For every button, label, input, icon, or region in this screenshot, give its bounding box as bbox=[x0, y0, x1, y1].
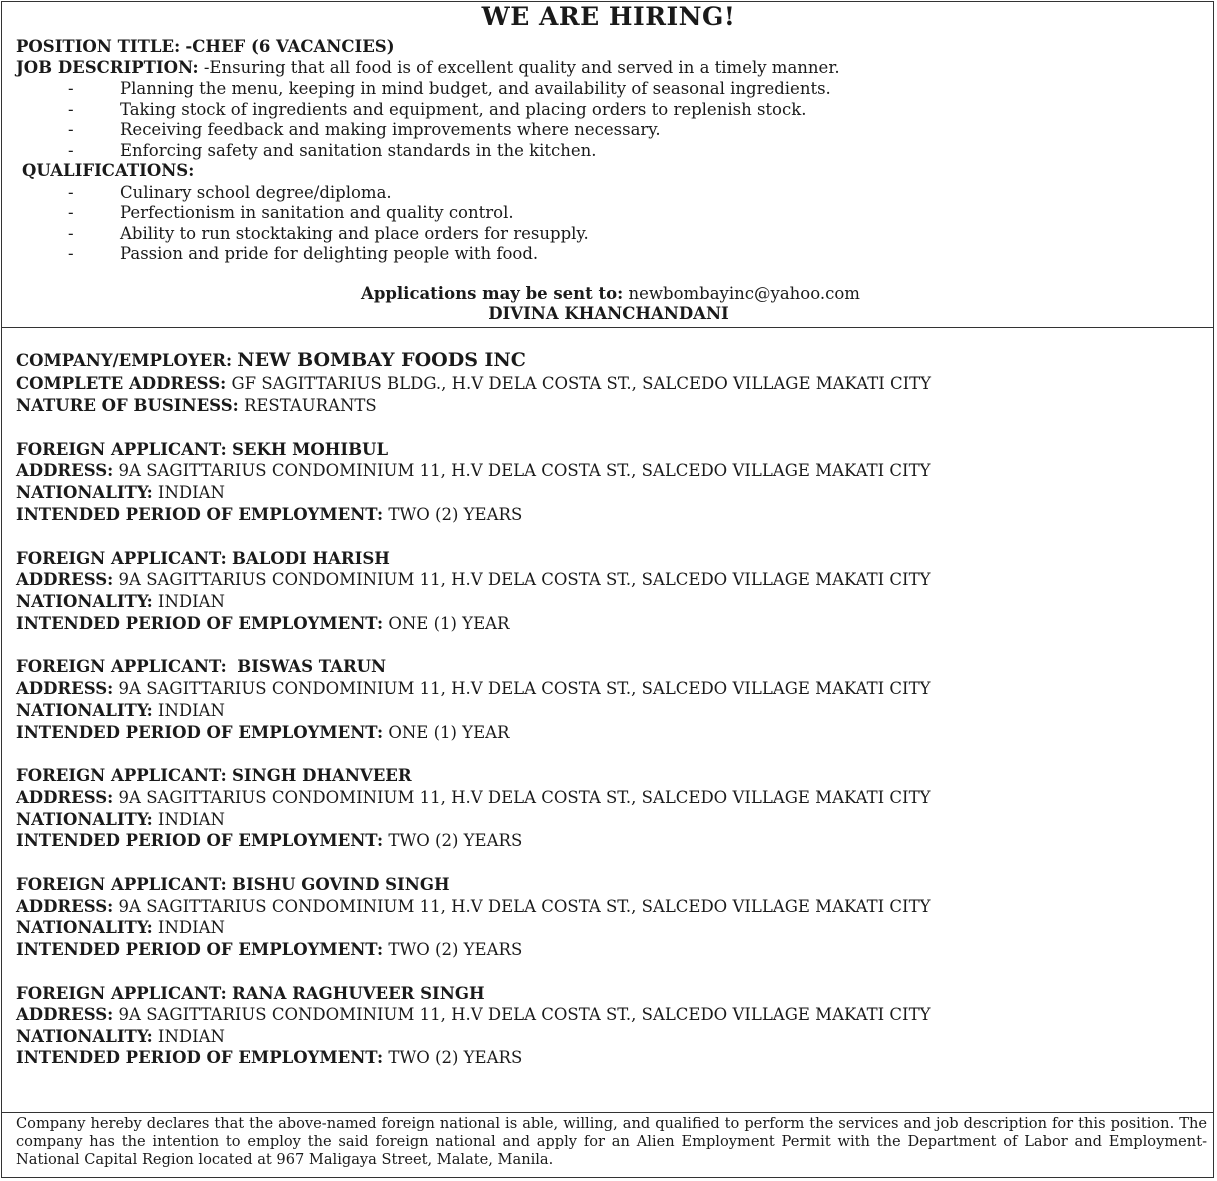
applicant-address-line bbox=[16, 1005, 930, 1025]
company-address-value: GF SAGITTARIUS BLDG., H.V DELA COSTA ST., SALCEDO VILLAGE MAKATI CITY bbox=[231, 374, 932, 393]
applicant-name-line bbox=[16, 440, 388, 460]
period-label: INTENDED PERIOD OF EMPLOYMENT: bbox=[16, 614, 384, 633]
nationality-label: NATIONALITY: bbox=[16, 701, 153, 720]
applicant-name-line bbox=[16, 875, 450, 895]
applicant-nationality: INDIAN bbox=[157, 483, 225, 502]
applicant-period: TWO (2) YEARS bbox=[388, 831, 523, 850]
applicant-nationality: INDIAN bbox=[157, 1027, 225, 1046]
applicant-period-line bbox=[16, 505, 522, 525]
applicant-label: FOREIGN APPLICANT: bbox=[16, 766, 227, 785]
applicant-period-line bbox=[16, 1048, 522, 1068]
applicant-address-line bbox=[16, 679, 930, 699]
job-bullet: Planning the menu, keeping in mind budget, and availability of seasonal ingredients. bbox=[120, 79, 831, 98]
applicant-period: TWO (2) YEARS bbox=[388, 940, 523, 959]
applicant-name: RANA RAGHUVEER SINGH bbox=[232, 984, 485, 1003]
applicant-address: 9A SAGITTARIUS CONDOMINIUM 11, H.V DELA COSTA ST., SALCEDO VILLAGE MAKATI CITY bbox=[118, 1005, 931, 1024]
address-label: ADDRESS: bbox=[16, 679, 114, 698]
period-label: INTENDED PERIOD OF EMPLOYMENT: bbox=[16, 723, 384, 742]
bullet-dash: - bbox=[68, 100, 74, 119]
period-label: INTENDED PERIOD OF EMPLOYMENT: bbox=[16, 940, 384, 959]
applicant-address-line bbox=[16, 788, 930, 808]
applicant-nationality: INDIAN bbox=[157, 701, 225, 720]
applicant-nationality: INDIAN bbox=[157, 592, 225, 611]
address-label: ADDRESS: bbox=[16, 897, 114, 916]
applicant-period: TWO (2) YEARS bbox=[388, 505, 523, 524]
bullet-dash: - bbox=[68, 244, 74, 263]
applicant-nationality-line bbox=[16, 918, 225, 938]
position-title-value: -CHEF (6 VACANCIES) bbox=[185, 37, 395, 56]
applicant-address: 9A SAGITTARIUS CONDOMINIUM 11, H.V DELA COSTA ST., SALCEDO VILLAGE MAKATI CITY bbox=[118, 897, 931, 916]
job-bullet: Taking stock of ingredients and equipment, and placing orders to replenish stock. bbox=[120, 100, 807, 119]
company-line bbox=[16, 350, 526, 371]
bullet-dash: - bbox=[68, 120, 74, 139]
company-name: NEW BOMBAY FOODS INC bbox=[237, 349, 526, 371]
applicant-address: 9A SAGITTARIUS CONDOMINIUM 11, H.V DELA COSTA ST., SALCEDO VILLAGE MAKATI CITY bbox=[118, 570, 931, 589]
applicant-nationality-line bbox=[16, 483, 225, 503]
applicant-period-line bbox=[16, 831, 522, 851]
applicant-name: BISHU GOVIND SINGH bbox=[232, 875, 450, 894]
applicant-label: FOREIGN APPLICANT: bbox=[16, 440, 227, 459]
period-label: INTENDED PERIOD OF EMPLOYMENT: bbox=[16, 831, 384, 850]
applicant-period: ONE (1) YEAR bbox=[388, 723, 510, 742]
nationality-label: NATIONALITY: bbox=[16, 483, 153, 502]
applicant-nationality-line bbox=[16, 701, 225, 721]
job-description-line bbox=[16, 58, 840, 78]
applicant-name: BISWAS TARUN bbox=[237, 657, 387, 676]
job-description-label: JOB DESCRIPTION: bbox=[16, 58, 199, 77]
application-email[interactable]: newbombayinc@yahoo.com bbox=[628, 284, 860, 303]
period-label: INTENDED PERIOD OF EMPLOYMENT: bbox=[16, 505, 384, 524]
applicant-name-line bbox=[16, 549, 390, 569]
applicant-address: 9A SAGITTARIUS CONDOMINIUM 11, H.V DELA COSTA ST., SALCEDO VILLAGE MAKATI CITY bbox=[118, 461, 931, 480]
applicant-period-line bbox=[16, 723, 509, 743]
applicant-name: BALODI HARISH bbox=[232, 549, 390, 568]
address-label: ADDRESS: bbox=[16, 1005, 114, 1024]
qualification-item: Ability to run stocktaking and place orders for resupply. bbox=[120, 224, 589, 243]
job-bullet: Receiving feedback and making improvements where necessary. bbox=[120, 120, 661, 139]
job-bullet: Enforcing safety and sanitation standards in the kitchen. bbox=[120, 141, 597, 160]
applicant-nationality-line bbox=[16, 810, 225, 830]
applicant-name: SEKH MOHIBUL bbox=[232, 440, 389, 459]
applicant-period: ONE (1) YEAR bbox=[388, 614, 510, 633]
position-title-label: POSITION TITLE: bbox=[16, 37, 181, 56]
bullet-dash: - bbox=[68, 203, 74, 222]
applicant-name-line bbox=[16, 657, 386, 677]
job-description-first: -Ensuring that all food is of excellent quality and served in a timely manner. bbox=[203, 58, 840, 77]
applicant-nationality: INDIAN bbox=[157, 918, 225, 937]
company-address-label: COMPLETE ADDRESS: bbox=[16, 374, 227, 393]
nationality-label: NATIONALITY: bbox=[16, 1027, 153, 1046]
declaration-text: Company hereby declares that the above-named foreign national is able, willing, and qualified to perform the services and job description for this position. The company has the intention to employ the said foreign national and apply for an Alien Employment Permit with the Department of Labor and Employment- National Capital Region located at 967 Maligaya Street, Malate, Manila. bbox=[16, 1115, 1207, 1168]
applicant-address: 9A SAGITTARIUS CONDOMINIUM 11, H.V DELA COSTA ST., SALCEDO VILLAGE MAKATI CITY bbox=[118, 788, 931, 807]
applicant-address-line bbox=[16, 570, 930, 590]
nationality-label: NATIONALITY: bbox=[16, 810, 153, 829]
applicant-label: FOREIGN APPLICANT: bbox=[16, 657, 227, 676]
applicant-nationality-line bbox=[16, 1027, 225, 1047]
applicant-label: FOREIGN APPLICANT: bbox=[16, 875, 227, 894]
applicant-name: SINGH DHANVEER bbox=[232, 766, 412, 785]
applicant-address-line bbox=[16, 461, 930, 481]
bullet-dash: - bbox=[68, 183, 74, 202]
bullet-dash: - bbox=[68, 224, 74, 243]
qualification-item: Perfectionism in sanitation and quality control. bbox=[120, 203, 514, 222]
bullet-dash: - bbox=[68, 141, 74, 160]
ad-title: WE ARE HIRING! bbox=[481, 2, 736, 31]
business-label: NATURE OF BUSINESS: bbox=[16, 396, 239, 415]
applicant-name-line bbox=[16, 766, 412, 786]
company-label: COMPANY/EMPLOYER: bbox=[16, 351, 233, 370]
applicant-period-line bbox=[16, 940, 522, 960]
applicant-address: 9A SAGITTARIUS CONDOMINIUM 11, H.V DELA COSTA ST., SALCEDO VILLAGE MAKATI CITY bbox=[118, 679, 931, 698]
applicant-label: FOREIGN APPLICANT: bbox=[16, 549, 227, 568]
applicant-period: TWO (2) YEARS bbox=[388, 1048, 523, 1067]
bullet-dash: - bbox=[68, 79, 74, 98]
applicant-name-line bbox=[16, 984, 485, 1004]
address-label: ADDRESS: bbox=[16, 461, 114, 480]
applicant-period-line bbox=[16, 614, 509, 634]
business-line bbox=[16, 396, 377, 416]
application-label: Applications may be sent to: bbox=[361, 284, 624, 303]
nationality-label: NATIONALITY: bbox=[16, 918, 153, 937]
business-value: RESTAURANTS bbox=[243, 396, 377, 415]
applicant-nationality: INDIAN bbox=[157, 810, 225, 829]
qualifications-label: QUALIFICATIONS: bbox=[22, 161, 195, 180]
period-label: INTENDED PERIOD OF EMPLOYMENT: bbox=[16, 1048, 384, 1067]
applicant-address-line bbox=[16, 897, 930, 917]
address-label: ADDRESS: bbox=[16, 788, 114, 807]
qualification-item: Passion and pride for delighting people with food. bbox=[120, 244, 539, 263]
applicant-nationality-line bbox=[16, 592, 225, 612]
address-label: ADDRESS: bbox=[16, 570, 114, 589]
application-line bbox=[0, 284, 1217, 304]
position-title-line bbox=[16, 37, 395, 57]
contact-name: DIVINA KHANCHANDANI bbox=[488, 304, 729, 323]
qualification-item: Culinary school degree/diploma. bbox=[120, 183, 392, 202]
company-address-line bbox=[16, 374, 931, 394]
nationality-label: NATIONALITY: bbox=[16, 592, 153, 611]
applicant-label: FOREIGN APPLICANT: bbox=[16, 984, 227, 1003]
